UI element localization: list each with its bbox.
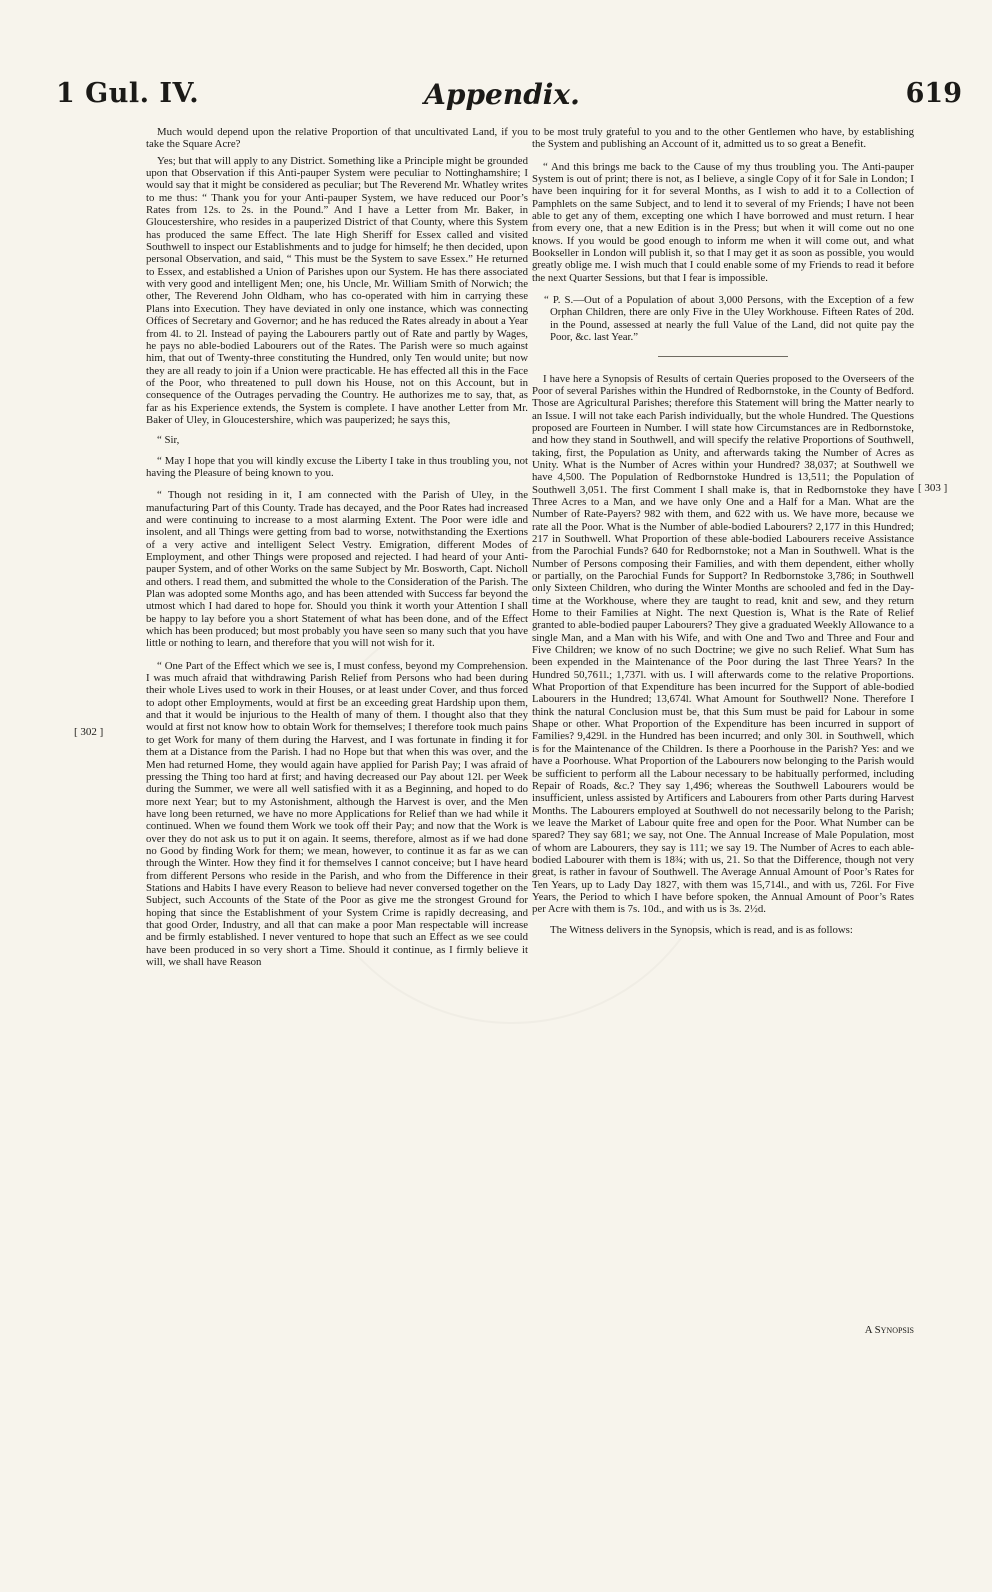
witness-note: The Witness delivers in the Synopsis, which is read, and is as follows: [550,923,853,936]
letter-paragraph: to be most truly grateful to you and to the other Gentlemen who have, by establishing the System and publishing an Account of it, admitted us to so great a Benefit. [532,126,914,151]
catchword: A Synopsis [864,1323,914,1336]
section-divider [658,356,788,357]
left-column [146,126,528,1566]
letter-paragraph: “ One Part of the Effect which we see is, I must confess, beyond my Comprehension. I was much afraid that withdrawing Parish Relief from Persons who had been during their whole Lives used to work in their Houses, or at least under Cover, and thus forced to adopt other Employments, would at first be an exceeding great Hardship upon them, and that it would be injurious to the Health of many of them. I thought also that they would at first not know how to obtain Work for themselves; I therefore took much pains to get Work for many of them during the Harvest, and I was fortunate in finding it for them at a Distance from the Parish. I had no Hope but that when this was over, and the Men had returned Home, they would again have applied for Parish Pay; I was afraid of pressing the Thing too hard at first; and having decreased our Pay about 12l. per Week during the Summer, we were all well satisfied with it as a Beginning, and hoped to do more next Year; but to my Astonishment, although the Harvest is over, and the Men have long been returned, we have no more Applications for Relief than we had while it continued. When we found them Work we took off their Pay; and now that the Work is over they do not ask us to put it on again. It seems, therefore, almost as if we had done no Good by finding Work for them; we mean, however, to continue it as far as we can through the Winter. How they find it for themselves I cannot conceive; but I have heard from different Persons who reside in the Parish, and who from the Difference in their Stations and Habits I have every Reason to believe had never conversed together on the Subject, such Accounts of the State of the Poor as give me the strongest Ground for hoping that since the Establishment of your System Crime is rapidly decreasing, and that good Order, Industry, and all that can make a poor Man respectable will increase and be firmly established. I never ventured to hope that such an Effect as we see could have been produced in so very short a Time. Should it continue, as I firmly believe it will, we shall have Reason [146,659,528,968]
letter-salutation: “ Sir, [157,434,180,447]
regnal-year: 1 Gul. IV. [56,78,200,109]
letter-paragraph: “ Though not residing in it, I am connected with the Parish of Uley, in the manufacturing Part of this County. Trade has decayed, and the Poor Rates had increased and were continuing to increase to a most alarming Extent. The Poor were idle and insolent, and all Things were getting from bad to worse, notwithstanding the Exertions of a very active and intelligent Select Vestry. Emigration, different Modes of Employment, and other Things were proposed and rejected. I had heard of your Anti-pauper System, and of other Works on the same Subject by Mr. Bosworth, Capt. Nicholl and others. I read them, and submitted the whole to the Consideration of the Parish. The Plan was adopted some Months ago, and has been attended with Success far beyond the utmost which I had dared to hope for. Should you think it worth your Attention I shall be happy to lay before you a short Statement of what has been done, and of the Effect which has been produced; but most probably you have seen so many such that you have little or nothing to learn, and therefore that you will not wish for it. [146,489,528,650]
section-title: Appendix. [424,78,580,111]
margin-note-302: [ 302 ] [74,726,104,738]
letter-paragraph: “ May I hope that you will kindly excuse the Liberty I take in thus troubling you, not having the Pleasure of being known to you. [146,454,528,479]
right-column [532,126,914,1566]
synopsis-paragraph: I have here a Synopsis of Results of certain Queries proposed to the Overseers of the Poor of several Parishes within the Hundred of Redbornstoke, in the County of Bedford. Those are Agricultural Parishes; therefore this Statement will bring the Matter nearly to an Issue. I will not take each Parish individually, but the whole Hundred. The Questions proposed are Fourteen in Number. I will state how Circumstances are in Redbornstoke, and how they stand in Southwell, and will specify the relative Proportions of Southwell, taking, first, the Population as Unity, and afterwards taking the Number of Acres as Unity. What is the Number of Acres within your Hundred? 38,037; at Southwell we have 4,500. The Population of Redbornstoke Hundred is 13,511; the Population of Southwell 3,051. The first Comment I shall make is, that in Redbornstoke they have Three Acres to a Man, and we have only One and a Half for a Man. What are the Number of Rate-Payers? 982 with them, and 622 with us. We have more, because we rate all the Poor. What is the Number of able-bodied Labourers? 2,177 in this Hundred; 217 in Southwell. What Proportion of these able-bodied Labourers receive Assistance from the Parochial Funds? 640 for Redbornstoke; not a Man in Southwell. What is the Number of Persons composing their Families, and with them dependent, either wholly or partially, on the Parochial Funds for Support? In Redbornstoke 3,786; in Southwell only Sixteen Children, who during the Winter Months are schooled and fed in the Day-time at the Workhouse, where they are taught to read, knit and sew, and they return Home to their Families at Night. The next Question is, What is the Rate of Relief granted to able-bodied pauper Labourers? They give a graduated Weekly Allowance to a single Man, and a Man with his Wife, and with One and Two and Three and Four and Five Children; we know of no such Doctrine; we give no such Relief. What Sum has been expended in the Maintenance of the Poor during the last Three Years? In the Hundred 50,761l.; 1,737l. with us. I will afterwards come to the relative Proportions. What Proportion of that Expenditure has been incurred for the Support of able-bodied Labourers in the Hundred; 13,674l. What Amount for Southwell? None. Therefore I think the natural Conclusion must be, that this Sum must be paid for Labour in some Shape or other. What Proportion of the Expenditure has been incurred in support of Families? 9,429l. in the Hundred has been incurred; and only 30l. in Southwell, which is for the Maintenance of the Children. Is there a Poorhouse in the Parish? Yes: and we have a Poorhouse. What Proportion of the Labourers now belonging to the Parish would be sufficient to perform all the Labour necessary to be habitually performed, including Repair of Roads, &c.? They say 1,496; whereas the Southwell Labourers would be insufficient, unless assisted by Artificers and Labourers from other Parts during Harvest Months. The Labourers employed at Southwell do not necessarily belong to the Parish; we leave the Market of Labour quite free and open for the Poor. What Number can be spared? They say 681; we say, not One. The Annual Increase of Male Population, most of whom are Labourers, they say is 111; we say 19. The Number of Acres to each able-bodied Labourer with them is 18¾; with us, 21. So that the Difference, though not very great, is rather in favour of Southwell. The Average Annual Amount of Poor’s Rates for Ten Years, up to Lady Day 1827, with them was 15,714l., and with us, 726l. For Five Years, the Period to which I have before spoken, the Annual Amount of Poor’s Rates per Acre with them is 7s. 10d., and with us is 3s. 2½d. [532,372,914,916]
question-paragraph: Much would depend upon the relative Proportion of that uncultivated Land, if you take the Square Acre? [146,126,528,151]
page-number: 619 [905,78,962,109]
page-header [42,78,962,118]
letter-paragraph: “ And this brings me back to the Cause of my thus troubling you. The Anti-pauper System is out of print; there is not, as I believe, a single Copy of it for Sale in London; I have been inquiring for it for several Months, as I wish to add it to a Collection of Pamphlets on the same Subject, and to lend it to several of my Friends; I have not been able to get any of them, excepting one which I have borrowed and must return. I hear from every one, that a new Edition is in the Press; but when it will come out no one knows. If you would be good enough to inform me when it will come out, and what Bookseller in London will publish it, so that I may get it as soon as possible, you would greatly oblige me. I wish much that I could enable some of my Friends to read it before the next Quarter Sessions, but that I fear is impossible. [532,160,914,284]
postscript: “ P. S.—Out of a Population of about 3,000 Persons, with the Exception of a few Orphan Children, there are only Five in the Uley Workhouse. Fifteen Rates of 20d. in the Pound, assessed at nearly the full Value of the Land, did not quite pay the Poor, &c. last Year.” [544,294,914,344]
answer-paragraph: Yes; but that will apply to any District. Something like a Principle might be grounded upon that Observation if this Anti-pauper System were peculiar to Nottinghamshire; I would say that it might be considered as peculiar; but The Reverend Mr. Whatley writes to me thus: “ Thank you for your Anti-pauper System, we have reduced our Poor’s Rates from 12s. to 2s. in the Pound.” And I have a Letter from Mr. Baker, in Gloucestershire, who resides in a pauperized District of that County, where this System has produced the same Effect. The late High Sheriff for Essex called and visited Southwell to inspect our Establishments and to judge for himself; he then decided, upon personal Observation, and said, “ This must be the System to save Essex.” He returned to Essex, and established a Union of Parishes upon our System. He has there associated with very good and intelligent Men; one, his Uncle, Mr. William Smith of Norwich; the other, The Reverend John Oldham, who has co-operated with him in carrying these Plans into Execution. They have deviated in only one instance, which was connecting Offices of Secretary and Governor; and he has reduced the Rates already in about a Year from 4l. to 2l. Instead of paying the Labourers partly out of Rate and partly by Wages, he pays no able-bodied Labourers out of the Rates. The Parish were so much against him, that out of Twenty-three constituting the Hundred, only Ten would unite; but now they are all ready to join if a Union were practicable. He has effected all this in the Face of the Poor, who threatened to pull down his House, not on this Account, but in consequence of the Outrages pervading the Country. He authorizes me to say, that, as far as his Experience extends, the System is complete. I have another Letter from Mr. Baker of Uley, in Gloucestershire, which was pauperized; he says this, [146,154,528,426]
margin-note-303: [ 303 ] [918,482,948,494]
